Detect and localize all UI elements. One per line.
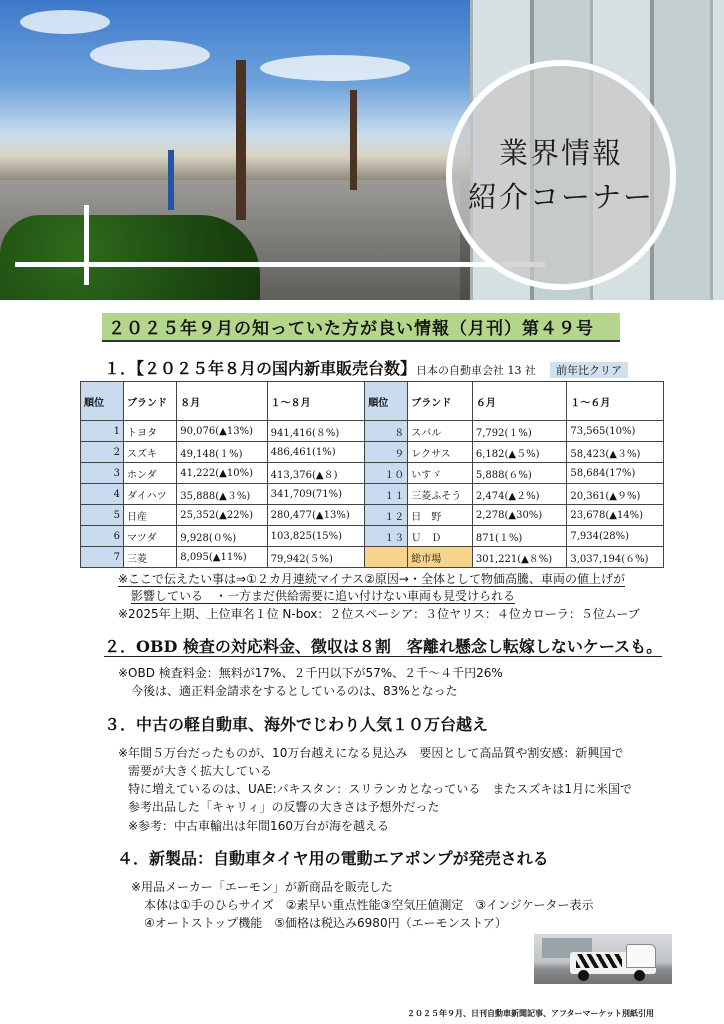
header-jun: ６月 bbox=[472, 382, 567, 421]
cell: 486,461(1%) bbox=[267, 442, 365, 463]
cell: 941,416(８%) bbox=[267, 421, 365, 442]
cell: 8,095(▲11%) bbox=[177, 547, 267, 568]
cell: 341,709(71%) bbox=[267, 484, 365, 505]
rank: １３ bbox=[365, 526, 408, 547]
rank: 2 bbox=[81, 442, 124, 463]
brand: Ｕ Ｄ bbox=[408, 526, 473, 547]
rank: ８ bbox=[365, 421, 408, 442]
header-brand-1: ブランド bbox=[124, 382, 177, 421]
section-3-note-3: 特に増えているのは、UAE:パキスタン：スリランカとなっている またスズキは1月に米国で bbox=[128, 782, 633, 796]
cell: 9,928(０%) bbox=[177, 526, 267, 547]
cell: 413,376(▲８) bbox=[267, 463, 365, 484]
badge-line-1: 業界情報 bbox=[498, 136, 623, 170]
section-2-note-1: ※OBD 検査料金：無料が17%、２千円以下が57%、２千～４千円26% bbox=[118, 666, 503, 680]
footer-source: ２０２５年９月、日刊自動車新聞記事、アフターマーケット別紙引用 bbox=[407, 1008, 655, 1018]
section-2-note-2: 今後は、適正料金請求をするとしているのは、83%となった bbox=[131, 684, 458, 698]
rank: 4 bbox=[81, 484, 124, 505]
section-1-sub: 日本の自動車会社 13 社 bbox=[416, 364, 537, 377]
rank bbox=[365, 547, 408, 568]
cell: 25,352(▲22%) bbox=[177, 505, 267, 526]
table-row bbox=[81, 484, 664, 505]
brand: 三菱 bbox=[124, 547, 177, 568]
rank: 1 bbox=[81, 421, 124, 442]
brand: トヨタ bbox=[124, 421, 177, 442]
cell: 58,684(17%) bbox=[567, 463, 664, 484]
section-3-note-4: 参考出品した「キャリィ」の反響の大きさは予想外だった bbox=[128, 800, 440, 814]
cell: 6,182(▲５%) bbox=[472, 442, 567, 463]
brand-total-market: 総市場 bbox=[408, 547, 473, 568]
brand: スズキ bbox=[124, 442, 177, 463]
rank: １２ bbox=[365, 505, 408, 526]
cell: 103,825(15%) bbox=[267, 526, 365, 547]
rank: 3 bbox=[81, 463, 124, 484]
header-rank-1: 順位 bbox=[81, 382, 124, 421]
cell: 73,565(10%) bbox=[567, 421, 664, 442]
cell: 7,934(28%) bbox=[567, 526, 664, 547]
brand: いすゞ bbox=[408, 463, 473, 484]
section-3-note-2: 需要が大きく拡大している bbox=[128, 764, 273, 778]
section-4-note-2: 本体は①手のひらサイズ ②素早い重点性能③空気圧値測定 ③インジケーター表示 bbox=[144, 898, 594, 912]
header-brand-2: ブランド bbox=[408, 382, 473, 421]
note-1-line-3: ※2025年上期、上位車名１位 N-box：２位スペーシア：３位ヤリス：４位カローラ：５位ムーブ bbox=[118, 607, 640, 621]
section-1-heading bbox=[104, 356, 628, 379]
table-row bbox=[81, 505, 664, 526]
note-1-line-2 bbox=[131, 588, 515, 604]
brand: スバル bbox=[408, 421, 473, 442]
cell: 90,076(▲13%) bbox=[177, 421, 267, 442]
sales-table bbox=[80, 381, 664, 568]
section-2-title: ２．OBD 検査の対応料金、徴収は８割 客離れ懸念し転嫁しないケースも。 bbox=[104, 637, 663, 656]
section-2-heading bbox=[104, 634, 662, 657]
brand: マツダ bbox=[124, 526, 177, 547]
cell: 7,792(１%) bbox=[472, 421, 567, 442]
table-row bbox=[81, 442, 664, 463]
cell: 3,037,194(６%) bbox=[567, 547, 664, 568]
table-row bbox=[81, 526, 664, 547]
cell: 35,888(▲３%) bbox=[177, 484, 267, 505]
section-4-heading: ４．新製品：自動車タイヤ用の電動エアポンプが発売される bbox=[117, 849, 549, 868]
table-row bbox=[81, 547, 664, 568]
cell: 41,222(▲10%) bbox=[177, 463, 267, 484]
cell: 2,278(▲30%) bbox=[472, 505, 567, 526]
section-badge bbox=[446, 60, 676, 290]
brand: レクサス bbox=[408, 442, 473, 463]
table-header-row bbox=[81, 382, 664, 421]
rank: 7 bbox=[81, 547, 124, 568]
rank: ９ bbox=[365, 442, 408, 463]
header-photo bbox=[0, 0, 724, 300]
header-rank-2: 順位 bbox=[365, 382, 408, 421]
section-4-note-1: ※用品メーカー「エーモン」が新商品を販売した bbox=[131, 880, 393, 894]
cell: 23,678(▲14%) bbox=[567, 505, 664, 526]
cell: 58,423(▲３%) bbox=[567, 442, 664, 463]
cell: 5,888(６%) bbox=[472, 463, 567, 484]
brand: 日産 bbox=[124, 505, 177, 526]
cell: 301,221(▲８%) bbox=[472, 547, 567, 568]
rank: 5 bbox=[81, 505, 124, 526]
section-3-note-1: ※年間５万台だったものが、10万台越えになる見込み 要因として高品質や割安感：新興国で bbox=[118, 746, 624, 760]
table-row bbox=[81, 421, 664, 442]
section-3-heading: ３．中古の軽自動車、海外でじわり人気１０万台越え bbox=[104, 715, 489, 734]
brand: ダイハツ bbox=[124, 484, 177, 505]
truck-photo bbox=[534, 934, 672, 984]
cell: 280,477(▲13%) bbox=[267, 505, 365, 526]
section-1-title: １．【２０２５年８月の国内新車販売台数】 bbox=[104, 359, 417, 378]
cell: 871(１%) bbox=[472, 526, 567, 547]
header-aug: ８月 bbox=[177, 382, 267, 421]
note-1-line-1-text: ※ここで伝えたい事は⇒①２カ月連続マイナス②原因→・全体として物価高騰、車両の値上げが bbox=[118, 572, 625, 586]
table-row bbox=[81, 463, 664, 484]
header-jan-jun: １～６月 bbox=[567, 382, 664, 421]
header-jan-aug: １～８月 bbox=[267, 382, 365, 421]
rank: １１ bbox=[365, 484, 408, 505]
section-4-note-3: ④オートストップ機能 ⑤価格は税込み6980円（エーモンストア） bbox=[144, 916, 507, 930]
badge-line-2: 紹介コーナー bbox=[467, 180, 654, 214]
rank: １０ bbox=[365, 463, 408, 484]
cell: 49,148(１%) bbox=[177, 442, 267, 463]
section-1-tag: 前年比クリア bbox=[550, 362, 628, 378]
cell: 2,474(▲２%) bbox=[472, 484, 567, 505]
cell: 20,361(▲９%) bbox=[567, 484, 664, 505]
brand: 日 野 bbox=[408, 505, 473, 526]
section-3-note-5: ※参考：中古車輸出は年間160万台が海を越える bbox=[128, 819, 389, 833]
cell: 79,942(５%) bbox=[267, 547, 365, 568]
brand: ホンダ bbox=[124, 463, 177, 484]
note-1-line-2-text: 影響している ・一方まだ供給需要に追い付けない車両も見受けられる bbox=[131, 589, 516, 603]
rank: 6 bbox=[81, 526, 124, 547]
note-1-line-1 bbox=[118, 571, 625, 587]
brand: 三菱ふそう bbox=[408, 484, 473, 505]
page-title: ２０２５年９月の知っていた方が良い情報（月刊）第４９号 bbox=[102, 313, 620, 342]
